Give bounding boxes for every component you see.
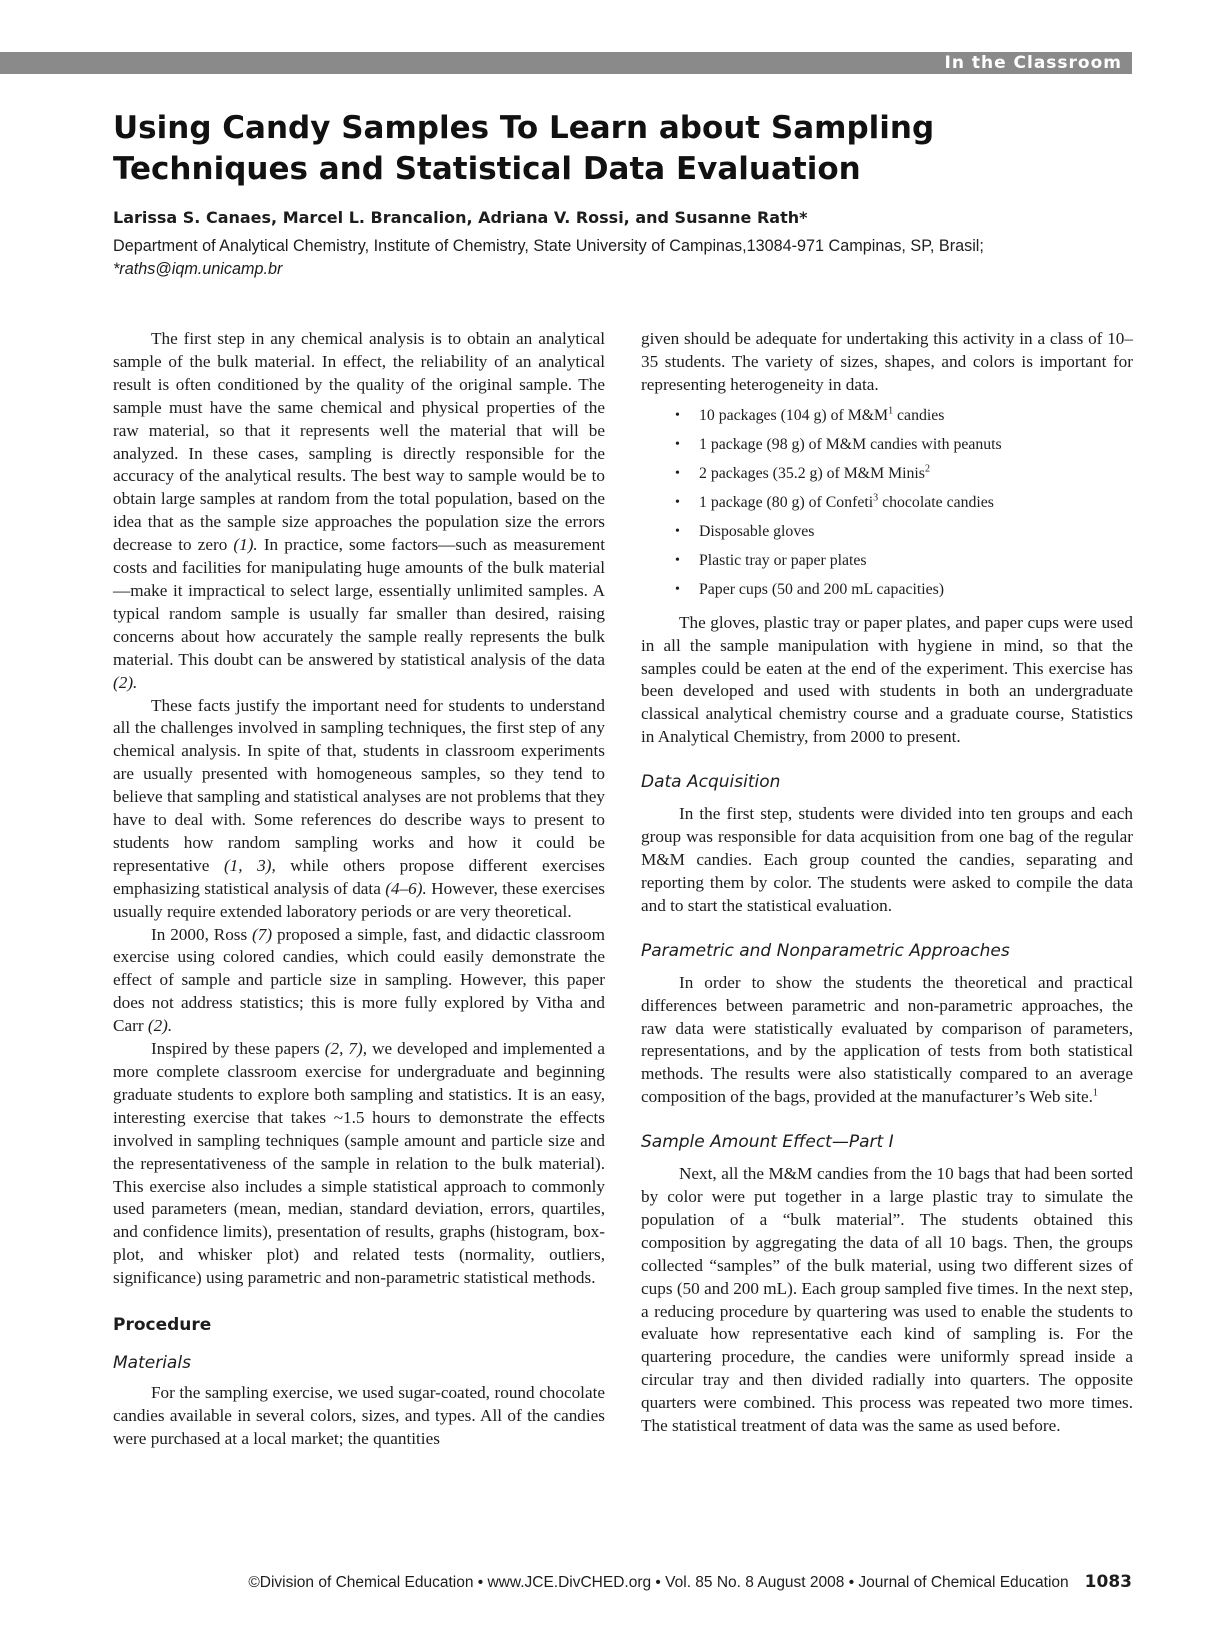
paragraph-gloves: The gloves, plastic tray or paper plates, and paper cups were used in all the sample manipulation with hygiene in mind, so that the samples could be eaten at the end of the experiment. This exercise has been developed and used with students in both an undergraduate classical analytical chemistry course and a graduate course, Statistics in Analytical Chemistry, from 2000 to present. xyxy=(641,612,1133,747)
section-header-bar xyxy=(0,52,1132,74)
procedure-heading: Procedure xyxy=(113,1315,212,1336)
paragraph-data-acquisition: In the first step, students were divided into ten groups and each group was responsible for data acquisition from one bag of the regular M&M candies. Each group counted the candies, separating and reporting them by color. The students were asked to compile the data and to start the statistical evaluation. xyxy=(641,804,1133,915)
citation: (2). xyxy=(147,1016,173,1036)
data-acquisition-heading: Data Acquisition xyxy=(641,772,781,793)
affiliation xyxy=(113,235,1128,281)
citation: (4–6). xyxy=(385,878,427,898)
materials-heading: Materials xyxy=(113,1353,191,1374)
paragraph-inspired: Inspired by these papers (2, 7), we developed and implemented a more complete classroom exercise for undergraduate and beginning graduate students to explore both sampling and statistics. It is an easy, interesting exercise that takes ~1.5 hours to demonstrate the effects involved in sampling techniques (sample amount and particle size and the representativeness of the sample in relation to the bulk material). This exercise also includes a simple statistical approach to commonly used parameters (mean, median, standard deviation, errors, quartiles, and confidence limits), presentation of results, graphs (histogram, box-plot, and whisker plot) and related tests (normality, outliers, significance) using parametric and non-parametric statistical methods. xyxy=(113,1039,606,1288)
list-item: • Plastic tray or paper plates xyxy=(699,546,1133,575)
citation: (1, 3), xyxy=(223,855,276,875)
parametric-heading: Parametric and Nonparametric Approaches xyxy=(641,940,1010,961)
article-title: Using Candy Samples To Learn about Sampling Techniques and Statistical Data Evaluation xyxy=(113,110,935,187)
materials-list xyxy=(641,401,1133,604)
citation: (1). xyxy=(233,535,258,555)
citation: (2, 7), xyxy=(324,1039,368,1059)
paragraph-materials-cont: given should be adequate for undertaking this activity in a class of 10–35 students. The variety of sizes, shapes, and colors is important for representing heterogeneity in data. xyxy=(641,329,1133,394)
list-item: • 10 packages (104 g) of $M\&M^1$ candies xyxy=(699,401,1133,430)
paragraph-materials: For the sampling exercise, we used sugar-coated, round chocolate candies available in several colors, sizes, and types. All of the candies were purchased at a local market; the quantities xyxy=(113,1383,605,1448)
author-list: Larissa S. Canaes, Marcel L. Brancalion, Adriana V. Rossi, and Susanne Rath* xyxy=(113,208,808,227)
footer-citation: ©Division of Chemical Education • www.JCE.DivCHED.org • Vol. 85 No. 8 August 2008 • Journal of Chemical Education xyxy=(248,1574,1069,1591)
list-item: • 1 package (80 g) of Confeti$^3$ chocolate candies xyxy=(699,488,1133,517)
left-column xyxy=(113,328,605,1451)
corresponding-email: *raths@iqm.unicamp.br xyxy=(113,260,283,278)
sample-amount-heading: Sample Amount Effect—Part I xyxy=(641,1132,894,1153)
page-number: 1083 xyxy=(1084,1572,1132,1592)
list-item: • 1 package (98 g) of M&M candies with peanuts xyxy=(699,430,1133,459)
section-label: In the Classroom xyxy=(944,53,1122,73)
list-item: • 2 packages (35.2 g) of M&M Minis$^2$ xyxy=(699,459,1133,488)
affiliation-text: Department of Analytical Chemistry, Institute of Chemistry, State University of Campinas,13084-971 Campinas, SP, Brasil; xyxy=(113,237,984,255)
list-item: • Paper cups (50 and 200 mL capacities) xyxy=(699,575,1133,604)
paragraph-intro: The first step in any chemical analysis is to obtain an analytical sample of the bulk material. In effect, the reliability of an analytical result is often conditioned by the quality of the original sample. The sample must have the same chemical and physical properties of the raw material, so that it represents well the material that will be analyzed. In these cases, sampling is directly responsible for the accuracy of the analytical results. The best way to sample would be to obtain large samples at random from the total population, based on the idea that as the sample size approaches the population size the errors decrease to zero (1). In practice, some factors—such as measurement costs and facilities for manipulating huge amounts of the bulk material—make it impractical to select large, essentially unlimited samples. A typical random sample is usually far smaller than desired, raising concerns about how accurately the sample really represents the bulk material. This doubt can be answered by statistical analysis of the data (2). xyxy=(113,329,605,692)
paragraph-sample-amount: Next, all the M&M candies from the 10 bags that had been sorted by color were put together in a large plastic tray to simulate the population of a “bulk material”. The students obtained this composition by aggregating the data of all 10 bags. Then, the groups collected “samples” of the bulk material, using two different sizes of cups (50 and 200 mL). Each group sampled five times. In the next step, a reducing procedure by quartering was used to enable the students to evaluate how representative each kind of sampling is. For the quartering procedure, the candies were uniformly spread inside a circular tray and then divided radially into quarters. The opposite quarters were combined. This process was repeated two more times. The statistical treatment of data was the same as used before. xyxy=(641,1164,1133,1436)
list-item: • Disposable gloves xyxy=(699,517,1133,546)
paragraph-parametric: In order to show the students the theoretical and practical differences between parametric and non-parametric approaches, the raw data were statistically evaluated by comparison of parameters, representations, and by the application of tests from both statistical methods. The results were also statistically compared to an average composition of the bags, provided at the manufacturer’s Web site.$^1$ xyxy=(641,972,1133,1107)
paragraph-ross: In 2000, Ross (7) proposed a simple, fast, and didactic classroom exercise using colored candies, which could easily demonstrate the effect of sample and particle size in sampling. However, this paper does not address statistics; this is more fully explored by Vitha and Carr (2). xyxy=(113,924,605,1036)
citation: (7) xyxy=(252,924,273,944)
right-column xyxy=(641,328,1133,1438)
citation: (2). xyxy=(113,672,138,692)
page-footer xyxy=(113,1571,1132,1593)
paragraph-justification: These facts justify the important need for students to understand all the challenges involved in sampling techniques, the first step of any chemical analysis. In spite of that, students in classroom experiments are usually presented with homogeneous samples, so they tend to believe that sampling and statistical analyses are not problems that they have to deal with. Some references do describe ways to present to students how random sampling works and how it could be representative (1, 3), while others propose different exercises emphasizing statistical analysis of data (4–6). However, these exercises usually require extended laboratory periods or are very theoretical. xyxy=(113,695,605,921)
